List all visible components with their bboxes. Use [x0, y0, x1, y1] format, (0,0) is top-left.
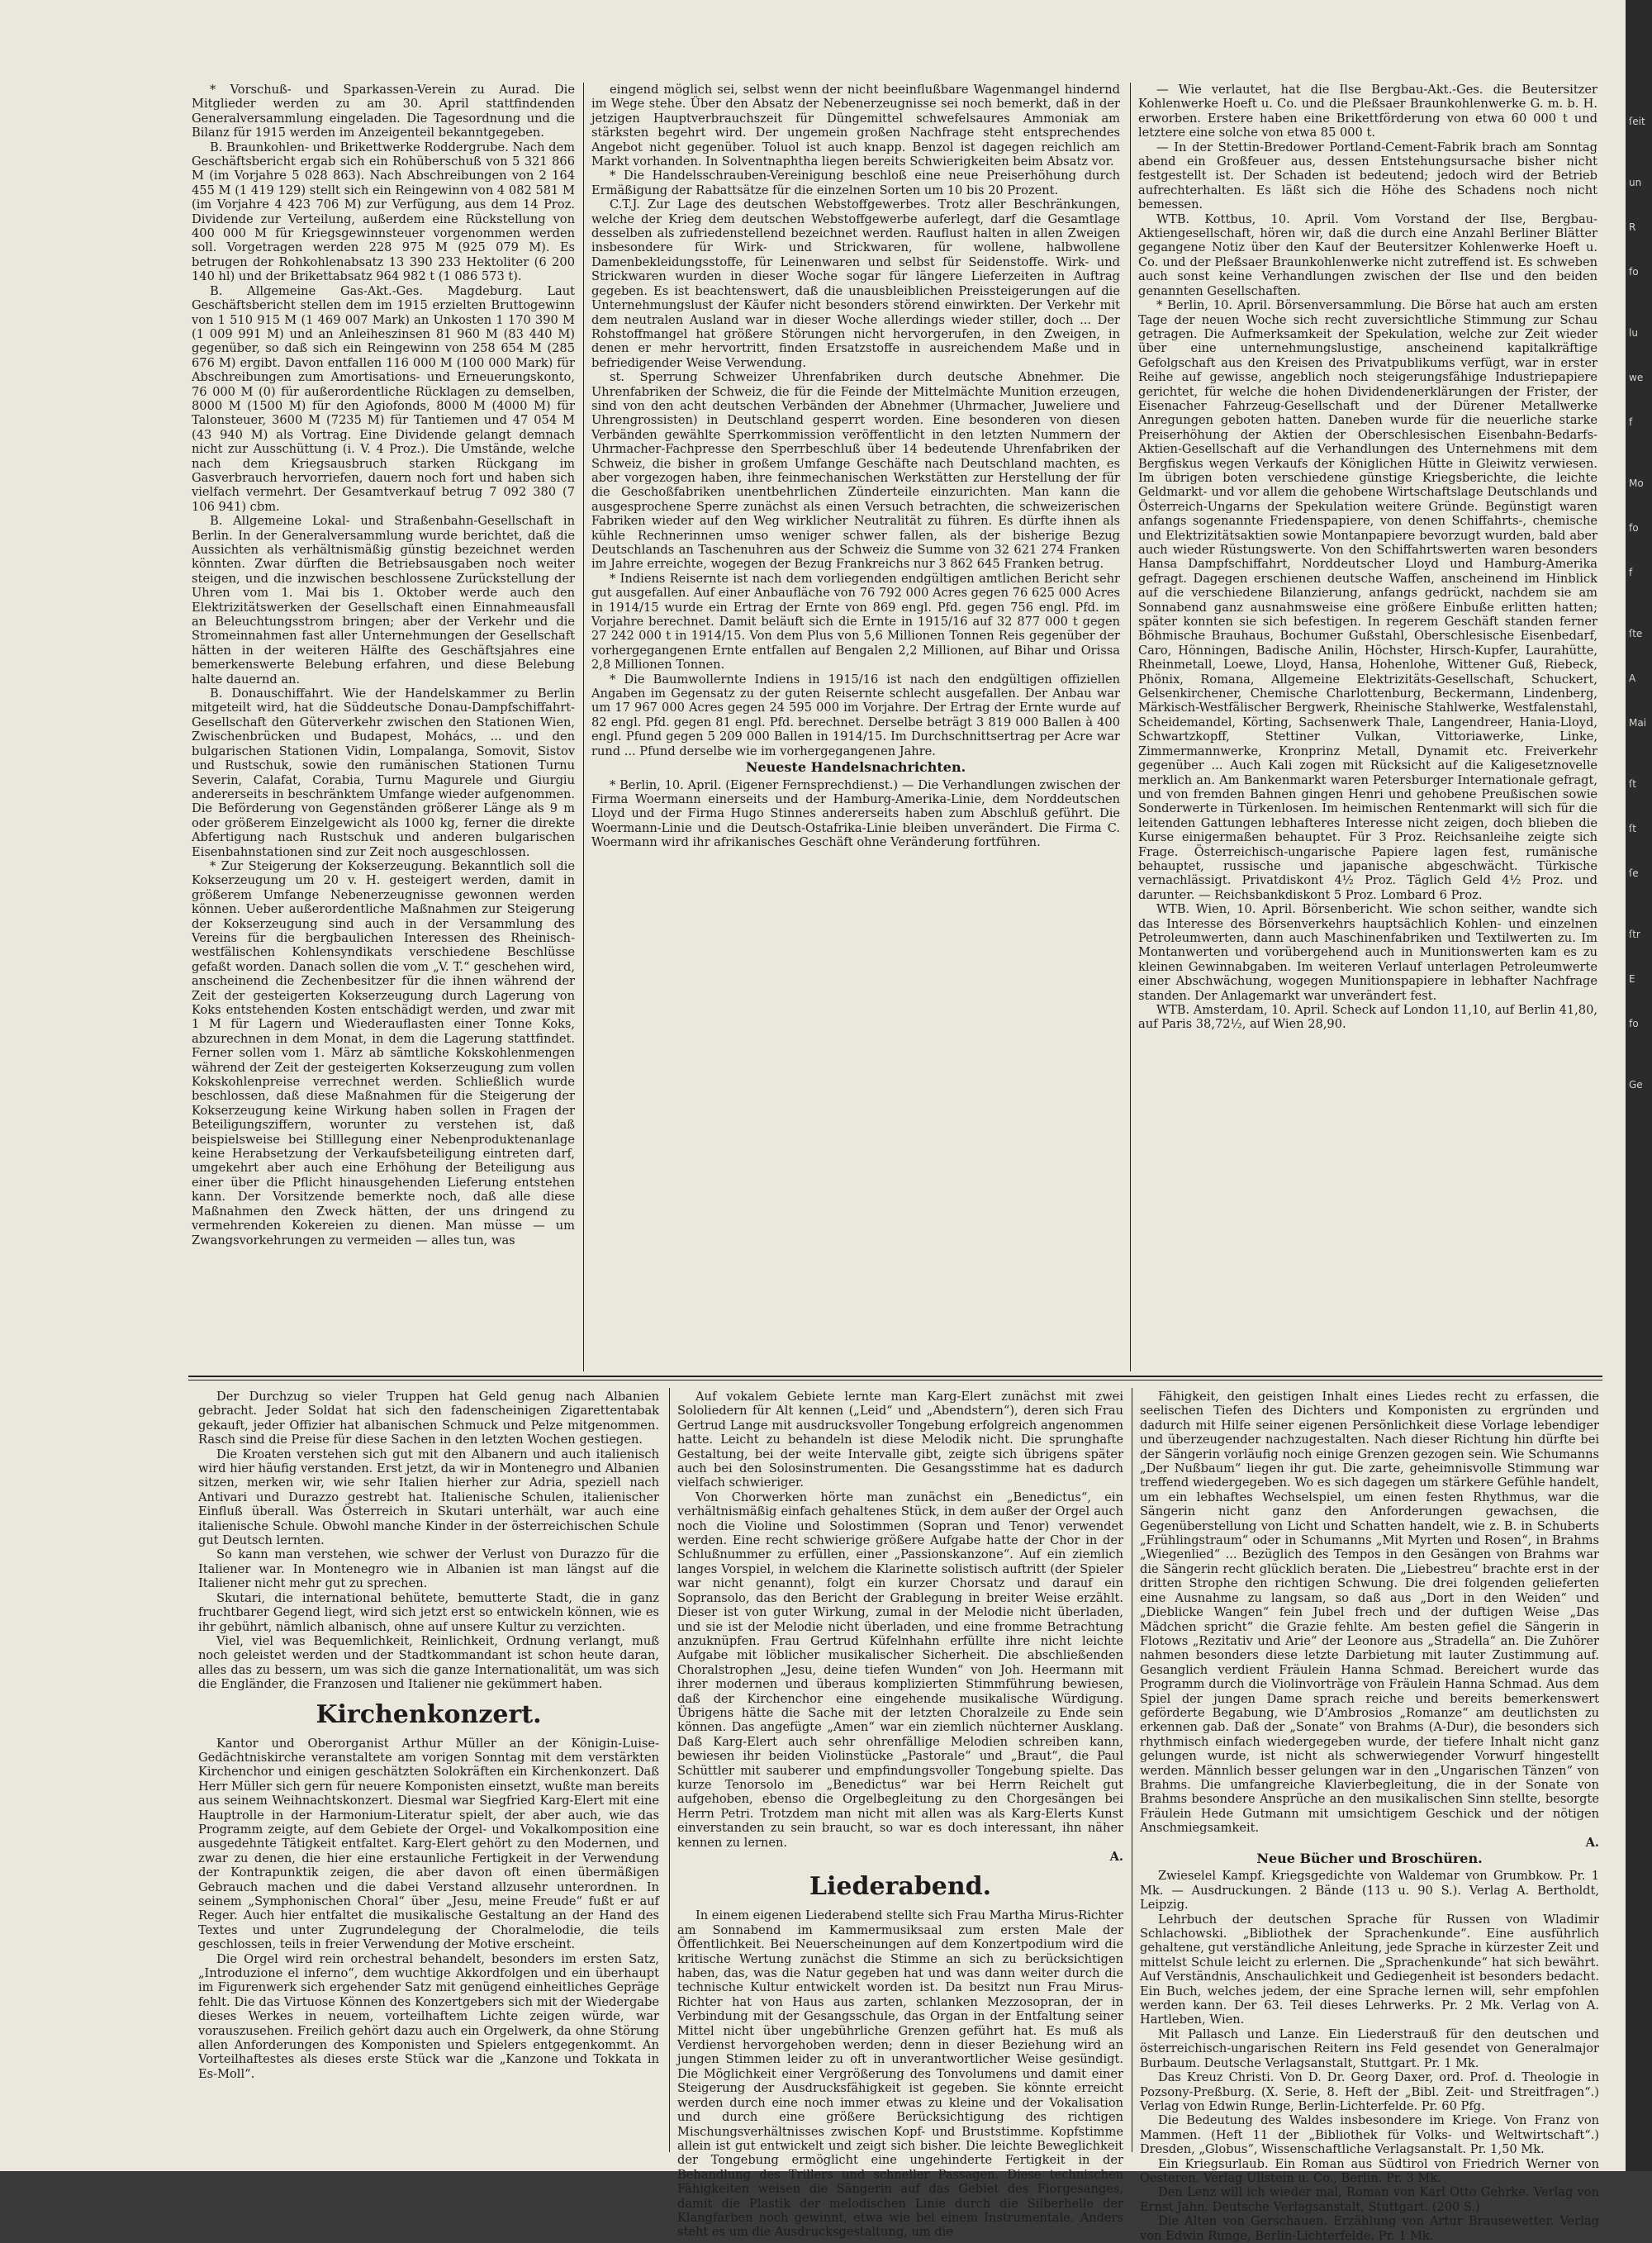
article-paragraph: Auf vokalem Gebiete lernte man Karg-Elert zunächst mit zwei Sololiedern für Alt kennen („Leid“ und „Abendstern“), deren sich Frau Gertrud Lange mit ausdrucksvoller Tongebung erfolgreich angenommen hatte. Leicht zu behandeln ist diese Melodik nicht. Die sprunghafte Gestaltung, bei der weite Intervalle gibt, zeigte sich übrigens später auch bei den Solosinstrumenten. Die Gesangsstimme hat es dadurch vielfach schwieriger. — [677, 1390, 1123, 1490]
margin-fragment: fo — [1629, 1018, 1639, 1029]
top-column-1 — [192, 83, 575, 1367]
article-paragraph: Mit Pallasch und Lanze. Ein Liederstrauß für den deutschen und österreichisch-ungarischen Reitern ins Feld gesendet von Generalmajor Burbaum. Deutsche Verlagsanstalt, Stuttgart. Pr. 1 Mk. — [1140, 2027, 1599, 2070]
bottom-column-1 — [198, 1390, 659, 2150]
article-paragraph: Die Bedeutung des Waldes insbesondere im Kriege. Von Franz von Mammen. (Heft 11 der „Bibliothek für Volks- und Weltwirtschaft“.) Dresden, „Globus“, Wissenschaftliche Verlagsanstalt. Pr. 1,50 Mk. — [1140, 2113, 1599, 2157]
margin-fragment: f — [1629, 416, 1633, 428]
margin-fragment: Mo — [1629, 478, 1644, 489]
article-paragraph: B. Allgemeine Gas-Akt.-Ges. Magdeburg. Laut Geschäftsbericht stellen dem im 1915 erzielten Bruttogewinn von 1 510 915 M (1 469 007 Mark) an Unkosten 1 170 390 M (1 009 991 M) und an Anleiheszinsen 81 960 M (83 440 M) gegenüber, so daß sich ein Reingewinn von 258 654 M (285 676 M) ergibt. Davon entfallen 116 000 M (100 000 Mark) für Abschreibungen zum Amortisations- und Erneuerungskonto, 76 000 M (0) für außerordentliche Rücklagen zu demselben, 8000 M (1500 M) für den Agiofonds, 8000 M (4000 M) für Talonsteuer, 3600 M (7235 M) für Tantiemen und 47 054 M (43 940 M) als Vortrag. Eine Dividende gelangt demnach nicht zur Ausschüttung (i. V. 4 Proz.). Die Umstände, welche nach dem Kriegsausbruch starken Rückgang im Gasverbrauch hervorriefen, dauern noch fort und haben sich vielfach vermehrt. Der Gesamtverkauf betrug 7 092 380 (7 106 941) cbm. — [192, 283, 575, 514]
article-paragraph: — In der Stettin-Bredower Portland-Cement-Fabrik brach am Sonntag abend ein Großfeuer aus, dessen Entstehungsursache bisher nicht festgestellt ist. Der Schaden ist bedeutend; jedoch wird der Betrieb aufrechterhalten. Es läßt sich die Höhe des Schadens noch nicht bemessen. — [1138, 140, 1597, 212]
article-paragraph: * Die Baumwollernte Indiens in 1915/16 ist nach den endgültigen offiziellen Angaben im Gegensatz zu der guten Reisernte schlecht ausgefallen. Der Anbau war um 17 967 000 Acres gegen 24 595 000 im Vorjahre. Der Ertrag der Ernte wurde auf 82 engl. Pfd. gegen 81 engl. Pfd. berechnet. Derselbe beträgt 3 819 000 Ballen à 400 engl. Pfund gegen 5 209 000 Ballen in 1914/15. Im Durchschnittsertrag per Acre war rund ... Pfund derselbe wie im vorhergegangenen Jahre. — [591, 672, 1120, 758]
article-paragraph: Ein Kriegsurlaub. Ein Roman aus Südtirol von Friedrich Werner von Oesteren. Verlag Ullstein u. Co., Berlin. Pr. 3 Mk. — [1140, 2156, 1599, 2185]
article-paragraph: * Die Handelsschrauben-Vereinigung beschloß eine neue Preiserhöhung durch Ermäßigung der Rabattsätze für die einzelnen Sorten um 10 bis 20 Prozent. — [591, 169, 1120, 197]
article-paragraph: B. Braunkohlen- und Brikettwerke Roddergrube. Nach dem Geschäftsbericht ergab sich ein Rohüberschuß von 5 321 866 M (im Vorjahre 5 028 863). Nach Abschreibungen von 2 164 455 M (1 419 129) stellt sich ein Reingewinn von 4 082 581 M (im Vorjahre 4 423 706 M) zur Verfügung, aus dem 14 Proz. Dividende zur Verteilung, außerdem eine Rückstellung von 400 000 M für Kriegsgewinnsteuer vorgenommen werden soll. Vorgetragen werden 228 975 M (925 079 M). Es betrugen der Rohkohlenabsatz 13 390 233 Hektoliter (6 200 140 hl) und der Brikettabsatz 964 982 t (1 086 573 t). — [192, 140, 575, 284]
margin-fragment: fo — [1629, 266, 1639, 278]
article-paragraph: C.T.J. Zur Lage des deutschen Webstoffgewerbes. Trotz aller Beschränkungen, welche der Krieg dem deutschen Webstoffgewerbe auferlegt, darf die Gesamtlage desselben als zufriedenstellend bezeichnet werden. Rauflust halten in allen Zweigen insbesondere für Wirk- und Strickwaren, für wollene, halbwollene Damenbekleidungsstoffe, für Leinenwaren und selbst für Seidenstoffe. Wirk- und Strickwaren wurden in dieser Woche sogar für längere Lieferzeiten in Auftrag gegeben. Es ist beachtenswert, daß die unausbleiblichen Preissteigerungen auf die Unternehmungslust der Käufer nicht besonders störend einwirkten. Der Verkehr mit dem neutralen Ausland war in dieser Woche allerdings wieder stiller, doch ... Der Rohstoffmangel hat größere Störungen nicht hervorgerufen, in den Zweigen, in denen er mehr hervortritt, finden Ersatzstoffe in ausreichendem Maße und in befriedigender Weise Verwendung. — [591, 197, 1120, 370]
article-paragraph: B. Donauschiffahrt. Wie der Handelskammer zu Berlin mitgeteilt wird, hat die Süddeutsche Donau-Dampfschiffahrt-Gesellschaft den Güterverkehr zwischen den Stationen Wien, Zwischenbrücken und Budapest, Mohács, ... und den bulgarischen Stationen Vidin, Lompalanga, Somovit, Sistov und Rustschuk, sowie den rumänischen Stationen Turnu Severin, Calafat, Corabia, Turnu Magurele und Giurgiu andererseits in beschränktem Umfange wieder aufgenommen. Die Beförderung von Gegenständen größerer Länge als 9 m oder größerem Einzelgewicht als 1000 kg, ferner die direkte Abfertigung nach Rustschuk und anderen bulgarischen Eisenbahnstationen sind zur Zeit noch ausgeschlossen. — [192, 687, 575, 859]
margin-fragment: R — [1629, 221, 1636, 233]
article-paragraph: eingend möglich sei, selbst wenn der nicht beeinflußbare Wagenmangel hindernd im Wege stehe. Über den Absatz der Nebenerzeugnisse sei noch bemerkt, daß in der jetzigen Hauptverbrauchszeit für Düngemittel schwefelsaures Ammoniak am stärksten begehrt wird. Der ungemein großen Nachfrage steht entsprechendes Angebot nicht gegenüber. Toluol ist auch knapp. Benzol ist dagegen reichlich am Markt vorhanden. In Solventnaphtha liegen bereits Schwierigkeiten beim Absatz vor. — [591, 83, 1120, 169]
article-paragraph: Den Lenz will ich wieder mal, Roman von Karl Otto Gehrke. Verlag von Ernst Jahn. Deutsche Verlagsanstalt, Stuttgart. (200 S.) — [1140, 2185, 1599, 2214]
author-signature: A. — [1585, 1835, 1599, 1850]
bottom-column-2 — [677, 1390, 1123, 2240]
article-paragraph: WTB. Wien, 10. April. Börsenbericht. Wie schon seither, wandte sich das Interesse des Börsenverkehrs hauptsächlich Kohlen- und einzelnen Petroleumwerten, dann auch Maschinenfabriken und Textilwerten zu. Im Montanwerten und vorübergehend auch in Munitionswerten kam es zu kleinen Gewinnabgaben. Im weiteren Verlauf unterlagen Petroleumwerte einer Abschwächung, wogegen Munitionspapiere in lebhafter Nachfrage standen. Der Anlagemarkt war unverändert fest. — [1138, 902, 1597, 1003]
author-signature: A. — [1109, 1850, 1123, 1864]
section-heading: Kirchenkonzert. — [316, 1699, 542, 1729]
article-paragraph: Viel, viel was Bequemlichkeit, Reinlichkeit, Ordnung verlangt, muß noch geleistet werden und der Stadtkommandant ist schon heute daran, alles das zu bessern, um was sich die ganze Internationalität, um was sich die Engländer, die Franzosen und Italiener nie gekümmert haben. — [198, 1633, 659, 1692]
article-paragraph: Fähigkeit, den geistigen Inhalt eines Liedes recht zu erfassen, die seelischen Tiefen des Dichters und Komponisten zu ergründen und dadurch mit Hilfe seiner eigenen Persönlichkeit diese Vorlage lebendiger und überzeugender nachzugestalten. Nach dieser Richtung hin dürfte bei der Sängerin vorläufig noch einige Grenzen gezogen sein. Wie Schumanns „Der Nußbaum“ liegen ihr gut. Die zarte, geheimnisvolle Stimmung war treffend wiedergegeben. Wo es sich dagegen um stärkere Gefühle handelt, um ein lebhaftes Wechselspiel, um einen festen Rhythmus, war die Sängerin nicht ganz den Anforderungen gewachsen, die Gegenüberstellung von Licht und Schatten handelt, wie z. B. in Schuberts „Frühlingstraum“ oder in Schumanns „Mit Myrten und Rosen“, in Brahms „Wiegenlied“ ... Bezüglich des Tempos in den Gesängen von Brahms war die Sängerin recht glücklich beraten. Die „Liebestreu“ brachte erst in der dritten Strophe den richtigen Schwung. Die drei folgenden gelieferten eine Ausnahme zu langsam, so daß aus „Dort in den Weiden“ und „Dieblicke Wangen“ fein Jubel frech und der duftigen Weise „Das Mädchen spricht“ die Grazie fehlte. Am besten gefiel die Sängerin in Flotows „Rezitativ und Arie“ der Leonore aus „Stradella“ an. Die Zuhörer nahmen besonders diese letzte Darbietung mit lauter Zustimmung auf. Gesanglich verdient Fräulein Hanna Schmad. Bereichert wurde das Programm durch die Violinvorträge von Fräulein Hanna Schmad. Aus dem Spiel der jungen Dame sprach reiche und bereits bemerkenswert geförderte Begabung, wie D’Ambrosios „Romanze“ am deutlichsten zu erkennen gab. Daß der „Sonate“ von Brahms (A-Dur), die besonders sich rhythmisch einfach wiedergegeben wurde, der tiefere Inhalt nicht ganz gelungen wurde, ist nicht als schwerwiegender Vorwurf hingestellt werden. Männlich besser gelungen war in den „Ungarischen Tänzen“ von Brahms. Die umfangreiche Klavierbegleitung, die in der Sonate von Brahms besondere Ansprüche an den musikalischen Sinn stellte, besorgte Fräulein Hede Gutmann mit umsichtigem Geschick und der nötigen Anschmiegsamkeit. — [1140, 1390, 1599, 1836]
margin-fragment: f — [1629, 567, 1633, 578]
top-column-3 — [1138, 83, 1597, 1371]
article-paragraph: Die Orgel wird rein orchestral behandelt, besonders im ersten Satz, „Introduzione el inferno“, dem wuchtige Akkordfolgen und ein überhaupt im Figurenwerk sich ergehender Satz mit genügend einheitliches Gepräge fehlt. Die das Virtuose Können des Konzertgebers sich mit der Wiedergabe dieses Werkes in neuem, vorteilhaftem Lichte zeigen würde, war vorauszusehen. Freilich gehört dazu auch ein Orgelwerk, da ohne Störung allen Anforderungen des Komponisten und Spielers entgegenkommt. An Vorteilhaftestes als dieses erste Stück war die „Kanzone und Tokkata in Es-Moll“. — [198, 1951, 659, 2081]
article-paragraph: WTB. Amsterdam, 10. April. Scheck auf London 11,10, auf Berlin 41,80, auf Paris 38,72½, auf Wien 28,90. — [1138, 1003, 1597, 1032]
margin-fragment: un — [1629, 177, 1642, 188]
column-rule — [583, 83, 584, 1371]
article-paragraph: B. Allgemeine Lokal- und Straßenbahn-Gesellschaft in Berlin. In der Generalversammlung wurde berichtet, daß die Aussichten als verhältnismäßig günstig bezeichnet werden könnten. Zwar dürften die Betriebsausgaben noch weiter steigen, und die inzwischen beschlossene Zurückstellung der Uhren vom 1. Mai bis 1. Oktober werde auch den Elektrizitätswerken der Gesellschaft einen Einnahmeausfall an Beleuchtungsstrom bringen; aber der Verkehr und die Stromeinnahmen fast aller Unternehmungen der Gesellschaft hätten in der weiteren Hälfte des Geschäftsjahres eine bemerkenswerte Belebung erfahren, und diese Belebung halte dauernd an. — [192, 514, 575, 687]
article-paragraph: st. Sperrung Schweizer Uhrenfabriken durch deutsche Abnehmer. Die Uhrenfabriken der Schweiz, die für die Feinde der Mittelmächte Munition erzeugen, sind von den acht deutschen Verbänden der Abnehmer (Uhrmacher, Juweliere und Uhrengrossisten) in Deutschland gesperrt worden. Eine besonderen von diesen Verbänden gewählte Sperrkommission veröffentlicht in den letzten Nummern der Uhrmacher-Fachpresse den Sperrbeschluß über 14 bedeutende Uhrenfabriken der Schweiz, die bisher in großem Umfange Geschäfte nach Deutschland machten, es aber vorgezogen haben, ihre feinmechanischen Werkstätten zur Herstellung der für die Geschoßfabriken unentbehrlichen Zünderteile einzurichten. Man kann die ausgesprochene Sperre zunächst als einen Versuch betrachten, die schweizerischen Fabriken wieder auf den Weg wirklicher Neutralität zu führen. Es dürfte ihnen als kühle Rechnerinnen umso weniger schwer fallen, als der bisherige Bezug Deutschlands an Taschenuhren aus der Schweiz die Summe von 32 621 274 Franken im Jahre erreichte, wogegen der Bezug Frankreichs nur 3 862 645 Franken betrug. — [591, 370, 1120, 572]
section-heading: Neueste Handelsnachrichten. — [745, 759, 966, 776]
article-paragraph: * Vorschuß- und Sparkassen-Verein zu Aurad. Die Mitglieder werden zu am 30. April stattfindenden Generalversammlung eingeladen. Die Tagesordnung und die Bilanz für 1915 werden im Anzeigenteil bekanntgegeben. — [192, 83, 575, 140]
article-paragraph: WTB. Kottbus, 10. April. Vom Vorstand der Ilse, Bergbau-Aktiengesellschaft, hören wir, daß die durch eine Anzahl Berliner Blätter gegangene Notiz über den Kauf der Beutersitzer Kohlenwerke Hoeft u. Co. und der Pleßsaer Braunkohlenwerke nicht zutreffend ist. Es schweben auch sonst keine Verhandlungen zwischen der Ilse und den beiden genannten Gesellschaften. — [1138, 211, 1597, 298]
margin-fragment: ſeit — [1629, 116, 1645, 127]
adjacent-page-fragments — [1629, 116, 1650, 1124]
margin-fragment: ſe — [1629, 867, 1639, 879]
article-paragraph: * Berlin, 10. April. (Eigener Fernsprechdienst.) — Die Verhandlungen zwischen der Firma Woermann einerseits und der Hamburg-Amerika-Linie, dem Norddeutschen Lloyd und der Firma Hugo Stinnes andererseits haben zum Abschluß geführt. Die Woermann-Linie und die Deutsch-Ostafrika-Linie bleiben unverändert. Die Firma C. Woermann wird ihr afrikanisches Geschäft ohne Veränderung fortführen. — [591, 777, 1120, 850]
article-paragraph: Kantor und Oberorganist Arthur Müller an der Königin-Luise-Gedächtniskirche veranstaltete am vorigen Sonntag mit dem verstärkten Kirchenchor und einigen geschätzten Solokräften ein Kirchenkonzert. Daß Herr Müller sich gern für neuere Komponisten einsetzt, wußte man bereits aus seinem Weihnachtskonzert. Diesmal war Siegfried Karg-Elert mit eine Hauptrolle in der Harmonium-Literatur spielt, der aber auch, wie das Programm zeigte, auf dem Gebiete der Orgel- und Vokalkomposition eine ausgedehnte Tätigkeit entfaltet. Karg-Elert gehört zu den Modernen, und zwar zu denen, die hier eine erstaunliche Fertigkeit in der Verwendung der Kontrapunktik zeigen, die aber davon oft einen übermäßigen Gebrauch machen und die dabei Verstand allzusehr unterordnen. In seinem „Symphonischen Choral“ über „Jesu, meine Freude“ fußt er auf Reger. Auch hier entfaltet die musikalische Gestaltung an der Hand des Textes und unter Zugrundelegung der Choralmelodie, die teils geschlossen, teils in freier Verwendung der Motive erscheint. — [198, 1736, 659, 1952]
bottom-column-3 — [1140, 1390, 1599, 2243]
article-paragraph: Der Durchzug so vieler Truppen hat Geld genug nach Albanien gebracht. Jeder Soldat hat sich den fadenscheinigen Zigarettentabak gekauft, jeder Offizier hat albanischen Schmuck und Pelze mitgenommen. Rasch sind die Preise für diese Sachen in den letzten Wochen gestiegen. — [198, 1390, 659, 1447]
section-heading: Neue Bücher und Broschüren. — [1256, 1851, 1483, 1866]
margin-fragment: E — [1629, 973, 1635, 985]
margin-fragment: we — [1629, 372, 1644, 383]
margin-fragment: ſt — [1629, 823, 1636, 834]
article-paragraph: In einem eigenen Liederabend stellte sich Frau Martha Mirus-Richter am Sonnabend im Kammermusiksaal zum ersten Male der Öffentlichkeit. Bei Neuerscheinungen auf dem Konzertpodium wird die kritische Wertung zunächst die Stimme an sich zu berücksichtigen haben, das, was die Natur gegeben hat und was dann weiter durch die technische Kultur entwickelt worden ist. Da besitzt nun Frau Mirus-Richter hat von Haus aus zarten, schlanken Mezzosopran, der in Verbindung mit der Gesangsschule, das Organ in der Entfaltung seiner Mittel nicht über ungebührliche Grenzen geführt hat. Es muß als Verdienst hervorgehoben werden; denn in dieser Beziehung wird an jungen Stimmen leider zu oft in unverantwortlicher Weise gesündigt. Die Möglichkeit einer Vergrößerung des Tonvolumens und damit einer Steigerung der Ausdrucksfähigkeit ist gegeben. Sie könnte erreicht werden durch eine noch immer etwas zu kleine und der Vokalisation und durch eine größere Berücksichtigung des richtigen Mischungsverhältnisses zwischen Kopf- und Bruststimme. Kopfstimme allein ist gut entwickelt und zeigt sich bisher. Die leichte Beweglichkeit der Tongebung ermöglicht eine ungehinderte Fertigkeit in der Behandlung des Trillers und schneller Passagen. Diese technischen Fähigkeiten weisen die Sängerin auf das Gebiet des Fiorgesanges, damit die Plastik der melodischen Linie durch die Silberhelle der Klangfarben noch gewinnt, etwa wie bei einem Instrumentale. Anders steht es um die Ausdrucksgestaltung, um die — [677, 1908, 1123, 2240]
margin-fragment: fo — [1629, 522, 1639, 534]
column-rule — [669, 1388, 670, 2152]
article-paragraph: Lehrbuch der deutschen Sprache für Russen von Wladimir Schlachowski. „Bibliothek der Sprachenkunde“. Eine ausführlich gehaltene, gut verständliche Anleitung, jede Sprache in kürzester Zeit und mittelst Schule leicht zu erlernen. Die „Sprachenkunde“ hat sich bewährt. Auf Verständnis, Anschaulichkeit und Gediegenheit ist besonders bedacht. Ein Buch, welches jedem, der eine Sprache lernen will, sehr empfohlen werden kann. Der 63. Teil dieses Lehrwerks. Pr. 2 Mk. Verlag von A. Hartleben, Wien. — [1140, 1912, 1599, 2027]
article-paragraph: * Zur Steigerung der Kokserzeugung. Bekanntlich soll die Kokserzeugung um 20 v. H. gesteigert werden, damit in größerem Umfange Nebenerzeugnisse gewonnen werden können. Ueber außerordentliche Maßnahmen zur Steigerung der Kokserzeugung sind auch in der Versammlung des Vereins für die bergbaulichen Interessen des Rheinisch-westfälischen Kohlensyndikats verschiedene Beschlüsse gefaßt worden. Danach sollen die vom „V. T.“ geschehen wird, anscheinend die Zechenbesitzer für die ihnen während der Zeit der gesteigerten Kokserzeugung durch Lagerung von Koks entstehenden Kosten entschädigt werden, und zwar mit 1 M für Lagern und Wiederauflasten einer Tonne Koks, abzurechnen in dem Monat, in dem die Lagerung stattfindet. Ferner sollen vom 1. März ab sämtliche Kokskohlenmengen während der Zeit der gesteigerten Kokserzeugung zum vollen Kokskohlenpreise verrechnet werden. Schließlich wurde beschlossen, daß diese Maßnahmen für die Steigerung der Kokserzeugung keine Wirkung haben sollen in Fragen der Beteiligungsziffern, worunter zu verstehen ist, daß beispielsweise bei Stilllegung einer Nebenproduktenanlage keine Herabsetzung der Verkaufsbeteiligung eintreten darf, umgekehrt aber auch eine Erhöhung der Beteiligung aus einer über die Pflicht hinausgehenden Lieferung entstehen kann. Der Vorsitzende bemerkte noch, daß alle diese Maßnahmen den Zweck hätten, der uns dringend zu vermehrenden Kokereien zu dienen. Man müsse — um Zwangsvorkehrungen zu vermeiden — alles tun, was — [192, 858, 575, 1247]
article-paragraph: Zwieselel Kampf. Kriegsgedichte von Waldemar von Grumbkow. Pr. 1 Mk. — Ausdruckungen. 2 Bände (113 u. 90 S.). Verlag A. Bertholdt, Leipzig. — [1140, 1869, 1599, 1913]
column-rule — [1130, 83, 1131, 1371]
top-column-2 — [591, 83, 1120, 1371]
article-paragraph: * Berlin, 10. April. Börsenversammlung. Die Börse hat auch am ersten Tage der neuen Woche sich recht zuversichtliche Stimmung zur Schau getragen. Die Aufmerksamkeit der Spekulation, welche zur Zeit wieder über eine unternehmungslustige, anscheinend kapitalkräftige Gefolgschaft aus den Kreisen des Privatpublikums verfügt, war in erster Reihe auf gewisse, angeblich noch steigerungsfähige Industriepapiere gerichtet, für welche die hohen Dividendenerklärungen der Frister, der Eisenacher Fahrzeug-Gesellschaft und der Dürener Metallwerke Anregungen geboten hatten. Daneben wurde für die neuerliche starke Preiserhöhung der Aktien der Oberschlesischen Eisenbahn-Bedarfs-Aktien-Gesellschaft auf die Verhandlungen des Unternehmens mit dem Bergfiskus wegen Verkaufs der Königlichen Hütte in Gleiwitz verwiesen. Im übrigen boten verschiedene günstige Kriegsberichte, die leichte Geldmarkt- und vor allem die gehobene Wirtschaftslage Deutschlands und Österreich-Ungarns der Spekulation weitere Gründe. Begünstigt waren anfangs sogenannte Friedenspapiere, von denen Schiffahrts-, chemische und Elektrizitätsaktien sowie Montanpapiere bevorzugt wurden, bald aber auch wieder Rüstungswerte. Von den Schiffahrtswerten waren besonders Hansa Dampfschiffahrt, Norddeutscher Lloyd und Hamburg-Amerika gefragt. Dagegen erschienen deutsche Waffen, anscheinend im Hinblick auf die verschiedene Bilanzierung, anfangs gedrückt, nachdem sie am Sonnabend ganz ausnahmsweise eine größere Einbuße erlitten hatten; später konnten sie sich befestigen. In regerem Geschäft standen ferner Böhmische Brauhaus, Bochumer Gußstahl, Oberschlesische Eisenbedarf, Caro, Hönningen, Badische Anilin, Höchster, Hirsch-Kupfer, Laurahütte, Rheinmetall, Loewe, Lloyd, Hansa, Hohenlohe, Wittener Guß, Riebeck, Phönix, Romana, Allgemeine Elektrizitäts-Gesellschaft, Schuckert, Gelsenkirchener, Chemische Charlottenburg, Beckermann, Lindenberg, Märkisch-Westfälischer Bergwerk, Rheinische Stahlwerke, Westfalenstahl, Scheidemandel, Körting, Sachsenwerk Thale, Langendreer, Hania-Lloyd, Schwartzkopff, Stettiner Vulkan, Vittoriawerke, Linke, Zimmermannwerke, Kronprinz Metall, Dynamit etc. Freiverkehr gegenüber ... Auch Kali zogen mit Rücksicht auf die Kaligesetznovelle merklich an. Am Bankenmarkt waren Petersburger Internationale gefragt, und von fremden Bahnen gingen Henri und gehobene Preußischen sowie Sonderwerte in Türkenlosen. Im heimischen Rentenmarkt will sich für die leitenden Gattungen lebhafteres Interesse nicht zeigen, doch blieben die Kurse einigermaßen behauptet. Für 3 Proz. Reichsanleihe zeigte sich Frage. Österreichisch-ungarische Papiere lagen fest, rumänische behauptet, russische und japanische abgeschwächt. Türkische vernachlässigt. Privatdiskont 4½ Proz. Täglich Geld 4½ Proz. und darunter. — Reichsbankdiskont 5 Proz. Lombard 6 Proz. — [1138, 298, 1597, 902]
feuilleton-divider — [188, 1376, 1602, 1377]
margin-fragment: ſtr — [1629, 929, 1640, 940]
margin-fragment: lu — [1629, 327, 1638, 339]
article-paragraph: Die Kroaten verstehen sich gut mit den Albanern und auch italienisch wird hier häufig verstanden. Erst jetzt, da wir in Montenegro und Albanien sitzen, merken wir, wie sehr Italien hierher zur Adria, speziell nach Antivari und Durazzo gestrebt hat. Italienische Schulen, italienischer Einfluß überall. Was Österreich in Skutari unterhält, war auch eine italienische Schule. Obwohl manche Kinder in der österreichischen Schule gut Deutsch lernten. — [198, 1447, 659, 1548]
article-paragraph: * Indiens Reisernte ist nach dem vorliegenden endgültigen amtlichen Bericht sehr gut ausgefallen. Auf einer Anbaufläche von 76 792 000 Acres gegen 76 625 000 Acres in 1914/15 wurde ein Ertrag der Ernte von 869 engl. Pfd. gegen 756 engl. Pfd. im Vorjahre berechnet. Damit beläuft sich die Ernte in 1915/16 auf 32 877 000 t gegen 27 242 000 t in 1914/15. Von dem Plus von 5,6 Millionen Tonnen Reis gegenüber der vorhergegangenen Ernte entfallen auf Bengalen 2,2 Millionen, auf Bihar und Orissa 2,8 Millionen Tonnen. — [591, 571, 1120, 672]
margin-fragment: ſte — [1629, 628, 1643, 639]
article-paragraph: Die Alten von Gerschauen. Erzählung von Artur Brausewetter. Verlag von Edwin Runge, Berlin-Lichterfelde. Pr. 1 Mk. — [1140, 2214, 1599, 2243]
article-paragraph: Das Kreuz Christi. Von D. Dr. Georg Daxer, ord. Prof. d. Theologie in Pozsony-Preßburg. (X. Serie, 8. Heft der „Bibl. Zeit- und Streitfragen“.) Verlag von Edwin Runge, Berlin-Lichterfelde. Pr. 60 Pfg. — [1140, 2070, 1599, 2113]
margin-fragment: Ge — [1629, 1079, 1643, 1091]
margin-fragment: ſt — [1629, 778, 1636, 790]
article-paragraph: — Wie verlautet, hat die Ilse Bergbau-Akt.-Ges. die Beutersitzer Kohlenwerke Hoeft u. Co. und die Pleßsaer Braunkohlenwerke G. m. b. H. erworben. Erstere haben eine Brikettförderung von etwa 60 000 t und letztere eine solche von etwa 85 000 t. — [1138, 83, 1597, 140]
article-paragraph: Von Chorwerken hörte man zunächst ein „Benedictus“, ein verhältnismäßig einfach gehaltenes Stück, in dem außer der Orgel auch noch die Violine und Solostimmen (Sopran und Tenor) verwendet werden. Eine recht schwierige größere Aufgabe hatte der Chor in der Schlußnummer zu erfüllen, einer „Passionskanzone“. Auf ein ziemlich langes Vorspiel, in welchem die Klarinette solistisch auftritt (der Spieler war nicht genannt), folgt ein kurzer Chorsatz und darauf ein Sopransolo, das den Bericht der Grablegung in breiter Weise erzählt. Dieser ist von guter Wirkung, zumal in der Melodie nicht überladen, und sie ist der Melodie nicht überladen, und eine fromme Betrachtung anzuknüpfen. Frau Gertrud Küfelnhahn erfüllte ihre nicht leichte Aufgabe mit löblicher musikalischer Sicherheit. Die abschließenden Choralstrophen „Jesu, deine tiefen Wunden“ von Joh. Heermann mit ihrer modernen und überaus komplizierten Stimmführung bewiesen, daß der Kirchenchor eine eingehende musikalische Würdigung. Übrigens hätte die Sache mit der letzten Choralzeile zu Ende sein können. Das angefügte „Amen“ war ein ziemlich nüchterner Ausklang. Daß Karg-Elert auch sehr ohrenfällige Melodien schreiben kann, bewiesen ihr beiden Violinstücke „Pastorale“ und „Braut“, die Paul Schüttler mit sauberer und empfindungsvoller Tongebung spielte. Das kurze Tenorsolo im „Benedictus“ war bei Herrn Reichelt gut aufgehoben, ebenso die Orgelbegleitung zu den Chorgesängen bei Herrn Petri. Trotzdem man nicht mit allen was als Karg-Elerts Kunst einverstanden zu sein braucht, so war es doch interessant, ihn näher kennen zu lernen. — [677, 1490, 1123, 1850]
article-paragraph: Skutari, die international behütete, bemutterte Stadt, die in ganz fruchtbarer Gegend liegt, wird sich jetzt erst so entwickeln können, wie es ihr gebührt, nämlich albanisch, ohne auf unsere Kultur zu verzichten. — [198, 1590, 659, 1634]
margin-fragment: A — [1629, 672, 1636, 684]
section-heading: Liederabend. — [809, 1872, 992, 1902]
article-paragraph: So kann man verstehen, wie schwer der Verlust von Durazzo für die Italiener war. In Montenegro wie in Albanien ist man längst auf die Italiener nicht mehr gut zu sprechen. — [198, 1547, 659, 1591]
margin-fragment: Mai — [1629, 717, 1647, 729]
